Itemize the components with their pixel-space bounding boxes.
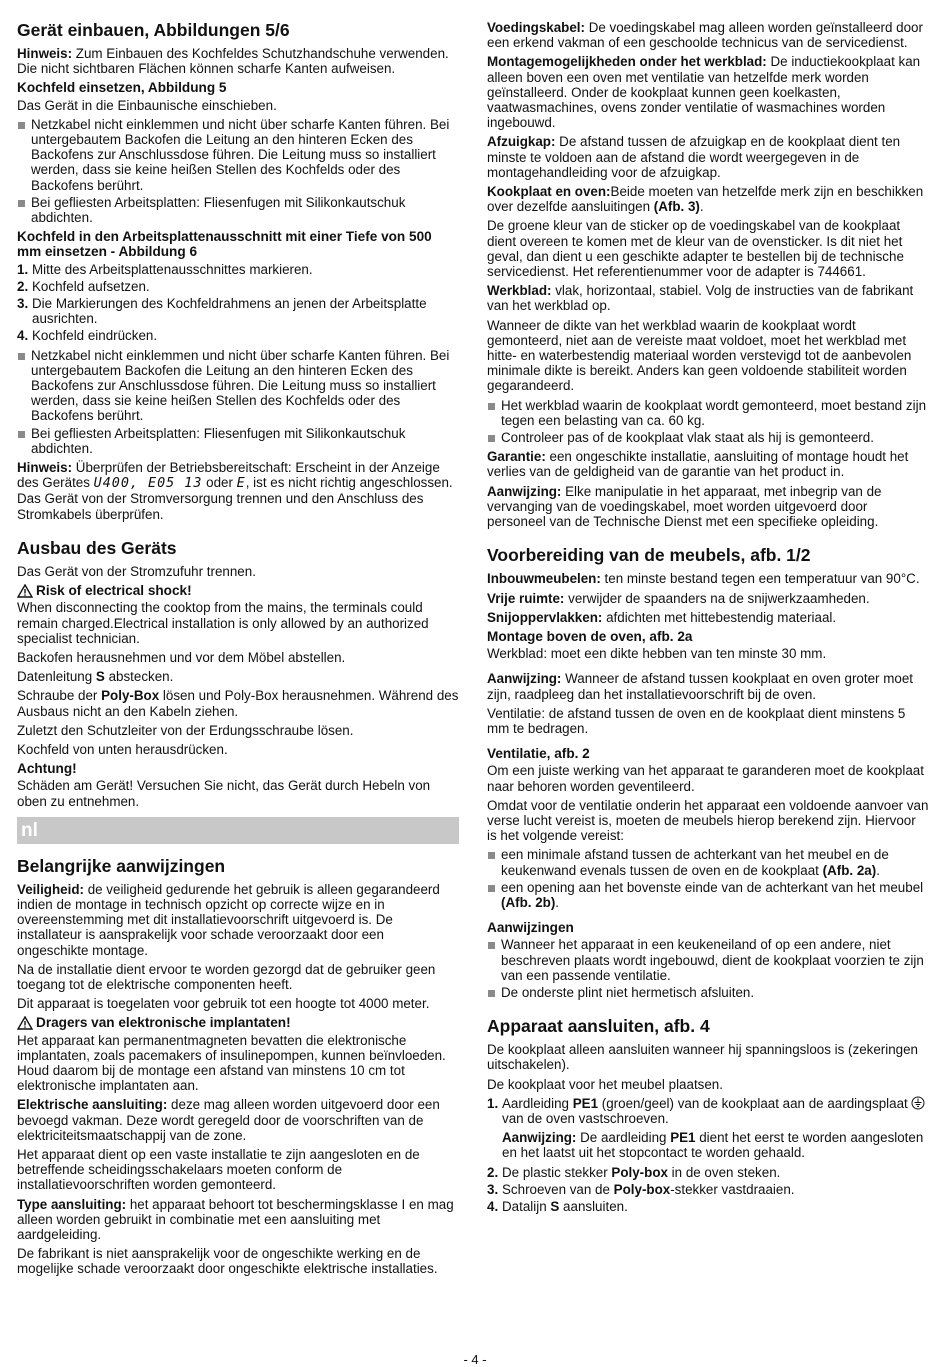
list-item: Wanneer het apparaat in een keukeneiland of op een andere, niet beschreven plaats wordt ingebouwd, dient de kookplaat voorzien te zijn van een passende ventilatie. <box>487 937 929 983</box>
paragraph: De groene kleur van de sticker op de voedingskabel van de kookplaat dient overeen te komen met de kleur van de ovensticker. Is dit niet het geval, dan dient u een geschikte adapter te bestellen bij de technische servicedienst. Het referentienummer voor de adapter is 744661. <box>487 218 904 280</box>
section-title-important: Belangrijke aanwijzingen <box>17 855 226 876</box>
list-item: 1. Aardleiding PE1 (groen/geel) van de kookplaat aan de aardingsplaat van de oven vastschroeven. <box>487 1096 929 1126</box>
paragraph: Het apparaat dient op een vaste installatie te zijn aangesloten en de betreffende scheidingsschakelaars moeten conform de installatievoorschriften worden gemonteerd. <box>17 1146 420 1193</box>
paragraph: Voedingskabel: De voedingskabel mag alleen worden geïnstalleerd door een erkend vakman of een geschoolde technicus van de servicedienst. <box>487 20 923 51</box>
list-item: Het werkblad waarin de kookplaat wordt gemonteerd, moet bestand zijn tegen een belasting van ca. 60 kg. <box>487 398 929 428</box>
list-item: Netzkabel nicht einklemmen und nicht über scharfe Kanten führen. Bei untergebautem Backofen die Leitung an den hinteren Ecken des Backofens zur Anschlussdose führen. Die Leitung muss so installiert werden, dass sie keine heißen Stellen des Kochfelds oder des Backofens berührt. <box>17 117 459 193</box>
left-column <box>17 20 459 1281</box>
paragraph: Omdat voor de ventilatie onderin het apparaat een voldoende aanvoer van verse lucht vereist is, moeten de meubels hierop berekend zijn. Hiervoor is het volgende vereist: <box>487 797 929 844</box>
paragraph: Aanwijzing: Wanneer de afstand tussen kookplaat en oven groter moet zijn, raadpleeg dan het installatievoorschrift bij de oven. <box>487 671 913 702</box>
paragraph: When disconnecting the cooktop from the mains, the terminals could remain charged.Electrical installation is only allowed by an authorized specialist technician. <box>17 600 429 646</box>
paragraph: Ventilatie: de afstand tussen de oven en de kookplaat dient minstens 5 mm te bedragen. <box>487 705 906 736</box>
paragraph: Type aansluiting: het apparaat behoort tot beschermingsklasse I en mag alleen worden gebruikt in combinatie met een aansluiting met aardgeleiding. <box>17 1196 454 1242</box>
language-bar: nl <box>17 817 459 844</box>
paragraph: Afzuigkap: De afstand tussen de afzuigkap en de kookplaat dient ten minste te voldoen aan de afstand die wordt weergegeven in de montagehandleiding voor de afzuigkap. <box>487 134 901 180</box>
section-title-connect: Apparaat aansluiten, afb. 4 <box>487 1016 710 1037</box>
page-number: - 4 - <box>463 1352 487 1367</box>
paragraph: Kochfeld von unten herausdrücken. <box>17 741 228 757</box>
paragraph: Montagemogelijkheden onder het werkblad: De inductiekookplaat kan alleen boven een oven met ventilatie van hetzelfde merk worden geïnstalleerd. Onder de kookplaat kunnen geen koelkasten, vaatwasmachines, ovens zonder ventilatie of wasmachines worden ingebouwd. <box>487 54 921 131</box>
list-item: 3. Schroeven van de Poly-box-stekker vastdraaien. <box>487 1181 795 1197</box>
paragraph: Wanneer de dikte van het werkblad waarin de kookplaat wordt gemonteerd, niet aan de vereiste maat voldoet, moet het werkblad met hitte- en waterbestendig materiaal worden verstevigd tot de aanbevolen minimale dikte is bereikt. Anders kan geen voldoende stabiliteit worden gegarandeerd. <box>487 317 912 394</box>
numbered-list <box>17 262 459 344</box>
section-title-removal: Ausbau des Geräts <box>17 537 177 558</box>
paragraph: Kookplaat en oven:Beide moeten van hetzelfde merk zijn en beschikken over dezelfde aansluitingen (Afb. 3). <box>487 184 924 215</box>
display-code: E <box>236 476 246 492</box>
list-item: Bei gefliesten Arbeitsplatten: Fliesenfugen mit Silikonkautschuk abdichten. <box>17 195 459 225</box>
numbered-list <box>487 1165 929 1215</box>
bullet-list <box>487 847 929 910</box>
list-item: 4. Kochfeld eindrücken. <box>17 328 158 344</box>
paragraph: Elektrische aansluiting: deze mag alleen worden uitgevoerd door een bevoegd vakman. Deze wordt geregeld door de voorschriften van de elektriciteitsmaatschappij van de zone. <box>17 1097 440 1143</box>
subheading: Kochfeld einsetzen, Abbildung 5 <box>17 80 227 96</box>
warning-heading: Dragers van elektronische implantaten! <box>17 1015 459 1030</box>
list-item: 3. Die Markierungen des Kochfeldrahmens an jenen der Arbeitsplatte ausrichten. <box>17 296 427 327</box>
numbered-list <box>487 1096 929 1126</box>
paragraph: Om een juiste werking van het apparaat te garanderen moet de kookplaat naar behoren worden geventileerd. <box>487 763 924 794</box>
paragraph: Werkblad: vlak, horizontaal, stabiel. Volg de instructies van de fabrikant van het werkblad op. <box>487 283 914 314</box>
paragraph: Dit apparaat is toegelaten voor gebruik tot een hoogte tot 4000 meter. <box>17 996 430 1012</box>
paragraph: Vrije ruimte: verwijder de spaanders na de snijwerkzaamheden. <box>487 590 870 606</box>
display-code: U400, E05 13 <box>93 476 203 492</box>
bullet-list <box>17 348 459 456</box>
right-column <box>487 20 929 1218</box>
paragraph: Hinweis: Überprüfen der Betriebsbereitschaft: Erscheint in der Anzeige des Gerätes U400, E05 13 oder E, ist es nicht richtig angeschlossen. Das Gerät von der Stromversorgung trennen und den Anschluss des Stromkabels überprüfen. <box>17 460 453 522</box>
paragraph: Backofen herausnehmen und vor dem Möbel abstellen. <box>17 649 346 665</box>
paragraph: Schäden am Gerät! Versuchen Sie nicht, das Gerät durch Hebeln von oben zu entnehmen. <box>17 778 431 809</box>
note-paragraph: Aanwijzing: De aardleiding PE1 dient het eerst te worden aangesloten en het laatst uit het stopcontact te worden gehaald. <box>502 1130 924 1161</box>
paragraph: Werkblad: moet een dikte hebben van ten minste 30 mm. <box>487 646 827 662</box>
paragraph: Garantie: een ongeschikte installatie, aansluiting of montage houdt het verlies van de geldigheid van de garantie van het product in. <box>487 449 909 480</box>
paragraph: Das Gerät in die Einbaunische einschieben. <box>17 97 277 113</box>
subheading: Montage boven de oven, afb. 2a <box>487 628 693 644</box>
subheading: Ventilatie, afb. 2 <box>487 746 590 762</box>
list-item: een minimale afstand tussen de achterkant van het meubel en de keukenwand evenals tussen de oven en de kookplaat (Afb. 2a). <box>487 847 929 877</box>
paragraph: Na de installatie dient ervoor te worden gezorgd dat de gebruiker geen toegang tot de elektrische componenten heeft. <box>17 961 436 992</box>
warning-triangle-icon <box>17 1016 33 1030</box>
bullet-list <box>487 398 929 446</box>
list-item: Netzkabel nicht einklemmen und nicht über scharfe Kanten führen. Bei untergebautem Backofen die Leitung an den hinteren Ecken des Backofens zur Anschlussdose führen. Die Leitung muss so installiert werden, dass sie keine heißen Stellen des Kochfelds oder des Backofens berührt. <box>17 348 459 424</box>
paragraph: Veiligheid: de veiligheid gedurende het gebruik is alleen gegarandeerd indien de montage in technisch opzicht op correcte wijze en in overeenstemming met dit installatievoorschrift uitgevoerd is. De installateur is aansprakelijk voor schade veroorzaakt door een ongeschikte montage. <box>17 881 440 958</box>
paragraph: Snijoppervlakken: afdichten met hittebestendig materiaal. <box>487 609 837 625</box>
section-title-install: Gerät einbauen, Abbildungen 5/6 <box>17 20 290 40</box>
subheading: Achtung! <box>17 761 77 777</box>
list-item: 1. Mitte des Arbeitsplattenausschnittes markieren. <box>17 261 313 277</box>
paragraph: Das Gerät von der Stromzufuhr trennen. <box>17 563 256 579</box>
list-item: Controleer pas of de kookplaat vlak staat als hij is gemonteerd. <box>487 430 929 445</box>
bullet-list <box>487 937 929 1000</box>
warning-triangle-icon <box>17 584 33 598</box>
list-item: een opening aan het bovenste einde van de achterkant van het meubel (Afb. 2b). <box>487 880 929 910</box>
paragraph: De fabrikant is niet aansprakelijk voor de ongeschikte werking en de mogelijke schade veroorzaakt door ongeschikte elektrische installaties. <box>17 1246 438 1277</box>
subheading: Aanwijzingen <box>487 920 574 936</box>
paragraph: De kookplaat alleen aansluiten wanneer hij spanningsloos is (zekeringen uitschakelen). <box>487 1042 919 1073</box>
section-title-furniture: Voorbereiding van de meubels, afb. 1/2 <box>487 545 811 566</box>
paragraph: Hinweis: Zum Einbauen des Kochfeldes Schutzhandschuhe verwenden. Die nicht sichtbaren Flächen können scharfe Kanten aufweisen. <box>17 46 449 77</box>
paragraph: Inbouwmeubelen: ten minste bestand tegen een temperatuur van 90°C. <box>487 571 920 587</box>
bullet-list <box>17 117 459 225</box>
subheading: Kochfeld in den Arbeitsplattenausschnitt mit einer Tiefe von 500 mm einsetzen - Abbildung 6 <box>17 229 432 260</box>
paragraph: De kookplaat voor het meubel plaatsen. <box>487 1076 723 1092</box>
list-item: Bei gefliesten Arbeitsplatten: Fliesenfugen mit Silikonkautschuk abdichten. <box>17 426 459 456</box>
list-item: De onderste plint niet hermetisch afsluiten. <box>487 985 929 1000</box>
paragraph: Zuletzt den Schutzleiter von der Erdungsschraube lösen. <box>17 722 354 738</box>
list-item: 4. Datalijn S aansluiten. <box>487 1199 628 1214</box>
paragraph: Schraube der Poly-Box lösen und Poly-Box herausnehmen. Während des Ausbaus nicht an den Kabeln ziehen. <box>17 688 459 719</box>
paragraph: Het apparaat kan permanentmagneten bevatten die elektronische implantaten, zoals pacemakers of insulinepompen, kunnen beïnvloeden. Houd daarom bij de montage een afstand van minstens 10 cm tot elektronische implantaten aan. <box>17 1032 446 1094</box>
earth-ground-icon <box>911 1096 925 1110</box>
paragraph: Datenleitung S abstecken. <box>17 669 174 685</box>
list-item: 2. De plastic stekker Poly-box in de oven steken. <box>487 1164 781 1180</box>
warning-heading: Risk of electrical shock! <box>17 583 459 598</box>
list-item: 2. Kochfeld aufsetzen. <box>17 278 150 294</box>
paragraph: Aanwijzing: Elke manipulatie in het apparaat, met inbegrip van de vervanging van de voedingskabel, moet worden uitgevoerd door personeel van de Technische Dienst met een specifieke opleiding. <box>487 483 882 530</box>
